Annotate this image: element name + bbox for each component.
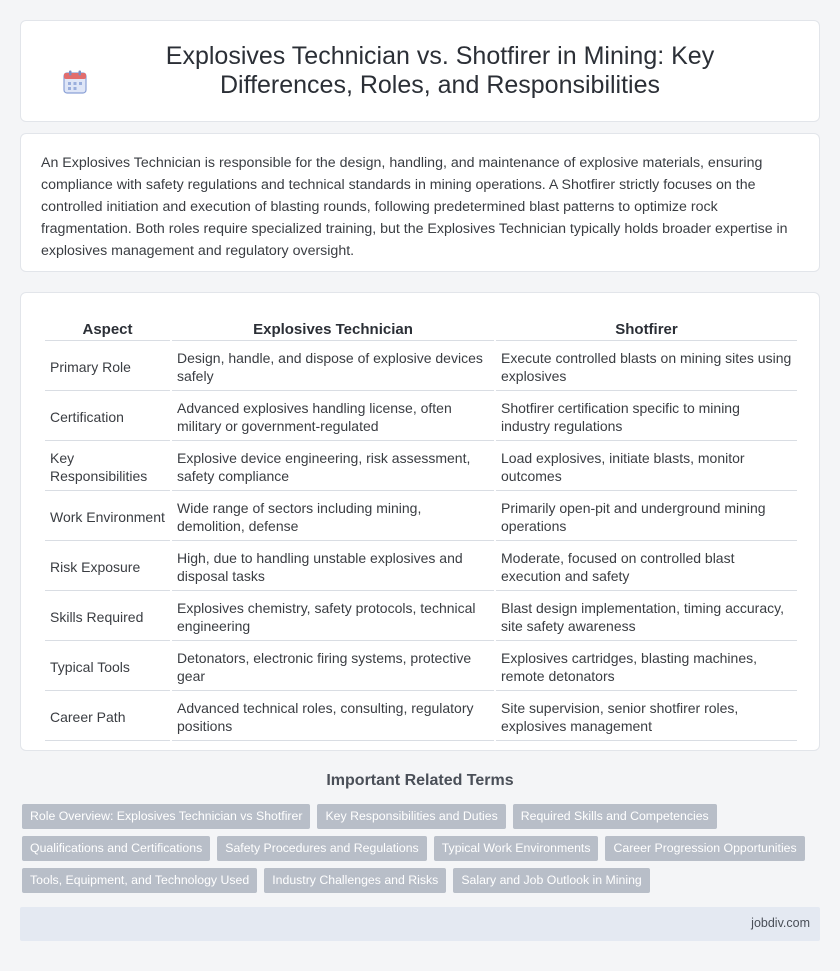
cell-technician: Detonators, electronic firing systems, protective gear — [172, 643, 494, 691]
related-terms-heading: Important Related Terms — [326, 772, 514, 789]
cell-technician: Explosives chemistry, safety protocols, technical engineering — [172, 593, 494, 641]
cell-shotfirer: Explosives cartridges, blasting machines, remote detonators — [496, 643, 797, 691]
intro-paragraph: An Explosives Technician is responsible for the design, handling, and maintenance of explosive materials, ensuring compliance with safety regulations and technical standards in mining operations. A Shotfirer strictly focuses on the controlled initiation and execution of blasting rounds, following predetermined blast patterns to optimize rock fragmentation. Both roles require specialized training, but the Explosives Technician typically holds broader expertise in explosives management and regulatory oversight. — [41, 155, 788, 259]
title-wrap — [61, 42, 779, 100]
table-row — [45, 593, 797, 641]
comparison-table — [43, 313, 799, 743]
related-tag[interactable]: Career Progression Opportunities — [605, 836, 804, 861]
related-tag[interactable]: Required Skills and Competencies — [513, 804, 717, 829]
cell-technician: Design, handle, and dispose of explosive devices safely — [172, 343, 494, 391]
cell-technician: Wide range of sectors including mining, demolition, defense — [172, 493, 494, 541]
cell-shotfirer: Site supervision, senior shotfirer roles, explosives management — [496, 693, 797, 741]
cell-aspect: Primary Role — [45, 343, 170, 391]
header-shotfirer: Shotfirer — [496, 315, 797, 341]
cell-aspect: Key Responsibilities — [45, 443, 170, 491]
cell-shotfirer: Execute controlled blasts on mining sites using explosives — [496, 343, 797, 391]
related-tag[interactable]: Key Responsibilities and Duties — [317, 804, 505, 829]
table-row — [45, 393, 797, 441]
cell-shotfirer: Shotfirer certification specific to mining industry regulations — [496, 393, 797, 441]
cell-aspect: Work Environment — [45, 493, 170, 541]
table-row — [45, 543, 797, 591]
cell-aspect: Certification — [45, 393, 170, 441]
related-tag[interactable]: Qualifications and Certifications — [22, 836, 210, 861]
footer-site-link[interactable]: jobdiv.com — [751, 916, 810, 930]
related-tag[interactable]: Salary and Job Outlook in Mining — [453, 868, 649, 893]
title-card — [20, 20, 820, 122]
related-tag[interactable]: Safety Procedures and Regulations — [217, 836, 426, 861]
related-tag[interactable]: Typical Work Environments — [434, 836, 599, 861]
table-row — [45, 693, 797, 741]
table-header-row — [45, 315, 797, 341]
table-row — [45, 643, 797, 691]
table-row — [45, 343, 797, 391]
cell-technician: Explosive device engineering, risk assessment, safety compliance — [172, 443, 494, 491]
calendar-icon — [61, 68, 89, 96]
cell-shotfirer: Load explosives, initiate blasts, monitor outcomes — [496, 443, 797, 491]
cell-shotfirer: Blast design implementation, timing accuracy, site safety awareness — [496, 593, 797, 641]
related-terms-tags — [22, 804, 812, 893]
cell-aspect: Career Path — [45, 693, 170, 741]
page-title: Explosives Technician vs. Shotfirer in Mining: Key Differences, Roles, and Responsibilities — [165, 42, 715, 99]
cell-shotfirer: Primarily open-pit and underground mining operations — [496, 493, 797, 541]
cell-aspect: Risk Exposure — [45, 543, 170, 591]
table-row — [45, 493, 797, 541]
comparison-table-card — [20, 292, 820, 751]
cell-aspect: Skills Required — [45, 593, 170, 641]
cell-technician: Advanced explosives handling license, often military or government-regulated — [172, 393, 494, 441]
related-tag[interactable]: Role Overview: Explosives Technician vs Shotfirer — [22, 804, 310, 829]
cell-aspect: Typical Tools — [45, 643, 170, 691]
cell-technician: Advanced technical roles, consulting, regulatory positions — [172, 693, 494, 741]
footer — [20, 907, 820, 941]
cell-shotfirer: Moderate, focused on controlled blast execution and safety — [496, 543, 797, 591]
intro-card — [20, 133, 820, 272]
cell-technician: High, due to handling unstable explosives and disposal tasks — [172, 543, 494, 591]
related-tag[interactable]: Industry Challenges and Risks — [264, 868, 446, 893]
header-aspect: Aspect — [45, 315, 170, 341]
header-explosives-technician: Explosives Technician — [172, 315, 494, 341]
table-row — [45, 443, 797, 491]
related-tag[interactable]: Tools, Equipment, and Technology Used — [22, 868, 257, 893]
